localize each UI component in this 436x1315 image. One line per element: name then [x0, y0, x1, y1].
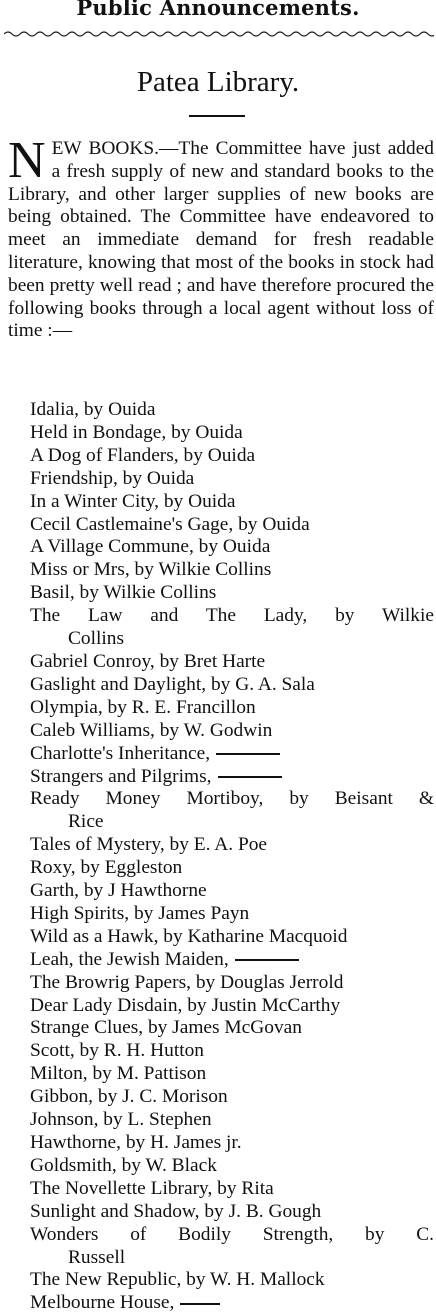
book-list-item	[30, 1040, 434, 1063]
book-list-item	[30, 1269, 434, 1292]
book-entry: Johnson, by L. Stephen	[30, 1109, 212, 1131]
book-entry: A Village Commune, by Ouida	[30, 536, 271, 558]
book-entry: Basil, by Wilkie Collins	[30, 582, 217, 604]
book-list-item	[30, 788, 434, 834]
book-list-item	[30, 926, 434, 949]
book-list-item	[30, 697, 434, 720]
author-unknown-dash	[180, 1303, 220, 1305]
book-list-item	[30, 995, 434, 1018]
book-entry: The New Republic, by W. H. Mallock	[30, 1269, 325, 1291]
book-entry: Gabriel Conroy, by Bret Harte	[30, 650, 266, 672]
book-list-item	[30, 1201, 434, 1224]
book-list-item	[30, 1178, 434, 1201]
section-header	[0, 0, 436, 34]
title-divider	[189, 115, 245, 117]
book-list-item	[30, 949, 434, 972]
book-entry: Idalia, by Ouida	[30, 399, 156, 420]
book-list-item	[30, 536, 434, 559]
book-list-item	[30, 605, 434, 651]
book-list-item	[30, 1292, 434, 1315]
book-entry: Strange Clues, by James McGovan	[30, 1017, 302, 1039]
book-entry: Gibbon, by J. C. Morison	[30, 1086, 228, 1108]
book-list-item	[30, 766, 434, 789]
book-entry-line1: The Law and The Lady, by Wilkie	[30, 605, 434, 627]
book-list-item	[30, 651, 434, 674]
book-entry: Garth, by J Hawthorne	[30, 880, 207, 902]
book-entry: Friendship, by Ouida	[30, 467, 195, 489]
book-list-item	[30, 514, 434, 537]
book-list-item	[30, 1224, 434, 1270]
book-entry: Leah, the Jewish Maiden,	[30, 948, 229, 970]
book-entry: Roxy, by Eggleston	[30, 857, 183, 879]
book-list-item	[30, 1063, 434, 1086]
book-list-item	[30, 399, 434, 422]
section-title: Public Announcements.	[76, 0, 360, 20]
book-entry: A Dog of Flanders, by Ouida	[30, 444, 256, 466]
book-list-item	[30, 743, 434, 766]
book-entry: Strangers and Pilgrims,	[30, 765, 212, 787]
intro-text: EW BOOKS.—The Committee have just added a fresh supply of new and standard books to the Library, and other larger supplies of new books are being obtained. The Committee have endeavored to meet an immediate demand for fresh readable literature, knowing that most of the books in stock had been pretty well read ; and have therefore procured the following books through a local agent without loss of time :—	[8, 138, 434, 342]
book-entry: Scott, by R. H. Hutton	[30, 1040, 204, 1062]
author-unknown-dash	[218, 776, 282, 778]
book-list-item	[30, 857, 434, 880]
book-entry: Gaslight and Daylight, by G. A. Sala	[30, 673, 315, 695]
book-entry: The Novellette Library, by Rita	[30, 1177, 274, 1199]
book-list-item	[30, 1086, 434, 1109]
book-list-item	[30, 559, 434, 582]
book-list-item	[30, 880, 434, 903]
book-entry-line1: Ready Money Mortiboy, by Beisant &	[30, 788, 434, 810]
book-list-item	[30, 1132, 434, 1155]
book-list-item	[30, 1109, 434, 1132]
author-unknown-dash	[216, 753, 280, 755]
book-entry-line2: Collins	[68, 628, 125, 650]
book-list-item	[30, 972, 434, 995]
book-entry: Hawthorne, by H. James jr.	[30, 1132, 242, 1153]
book-entry: Olympia, by R. E. Francillon	[30, 696, 256, 718]
notice-title: Patea Library.	[136, 66, 300, 98]
book-list-item	[30, 1155, 434, 1178]
book-entry: Miss or Mrs, by Wilkie Collins	[30, 559, 272, 581]
book-list-item	[30, 422, 434, 445]
book-entry: Dear Lady Disdain, by Justin McCarthy	[30, 994, 341, 1016]
book-entry: High Spirits, by James Payn	[30, 902, 250, 924]
book-entry: Caleb Williams, by W. Godwin	[30, 719, 273, 741]
wavy-divider	[4, 30, 434, 38]
book-list-item	[30, 468, 434, 491]
book-list-item	[30, 834, 434, 857]
drop-cap: N	[8, 132, 46, 189]
notice-intro	[8, 132, 434, 343]
book-entry: Sunlight and Shadow, by J. B. Gough	[30, 1200, 322, 1222]
book-entry-line2: Russell	[68, 1246, 126, 1268]
author-unknown-dash	[235, 959, 299, 961]
book-entry: Tales of Mystery, by E. A. Poe	[30, 834, 268, 856]
book-entry: Cecil Castlemaine's Gage, by Ouida	[30, 513, 310, 535]
book-entry: The Browrig Papers, by Douglas Jerrold	[30, 971, 344, 993]
book-list-item	[30, 1017, 434, 1040]
book-entry: Goldsmith, by W. Black	[30, 1154, 217, 1176]
book-entry-line2: Rice	[68, 811, 104, 833]
book-entry: Wild as a Hawk, by Katharine Macquoid	[30, 925, 348, 947]
book-list-item	[30, 720, 434, 743]
book-entry-line1: Wonders of Bodily Strength, by C.	[30, 1223, 434, 1245]
book-entry: Charlotte's Inheritance,	[30, 742, 211, 764]
book-list-item	[30, 582, 434, 605]
book-list-item	[30, 491, 434, 514]
book-entry: Held in Bondage, by Ouida	[30, 421, 243, 443]
book-entry: In a Winter City, by Ouida	[30, 490, 236, 512]
book-list-item	[30, 445, 434, 468]
book-entry: Milton, by M. Pattison	[30, 1063, 207, 1085]
book-list-item	[30, 674, 434, 697]
book-list-item	[30, 903, 434, 926]
book-list	[30, 399, 434, 1315]
book-entry: Melbourne House,	[30, 1292, 175, 1314]
